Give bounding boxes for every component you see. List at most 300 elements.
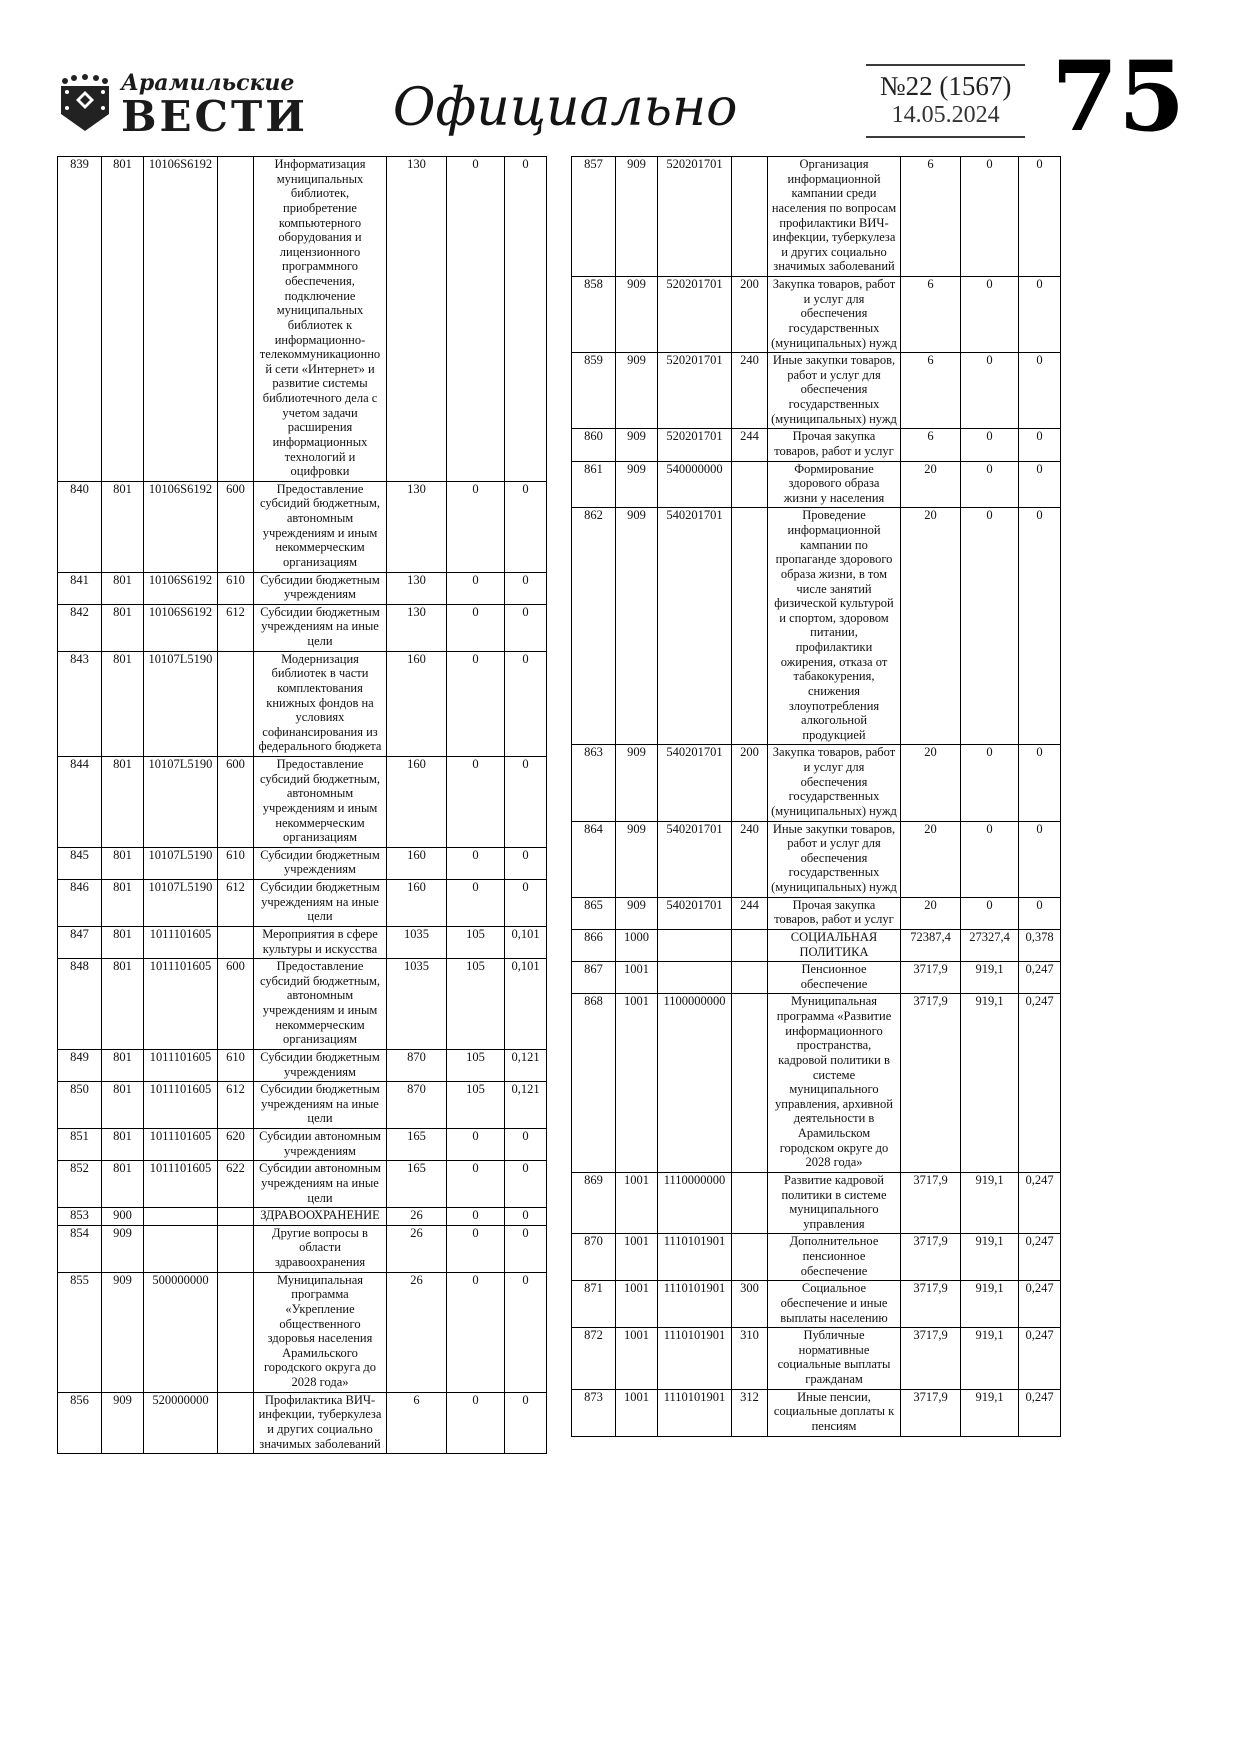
table-cell: 20 — [901, 897, 961, 929]
table-cell: 870 — [387, 1082, 447, 1129]
table-cell: Иные закупки товаров, работ и услуг для обеспечения государственных (муниципальных) нужд — [768, 821, 901, 897]
table-cell: 801 — [102, 572, 144, 604]
table-cell: 0 — [447, 1392, 505, 1454]
table-cell: 848 — [58, 959, 102, 1050]
table-cell: 0,247 — [1019, 1172, 1061, 1234]
table-cell: 0 — [505, 1208, 547, 1226]
table-row — [58, 651, 547, 756]
table-cell: 600 — [218, 959, 254, 1050]
table-cell: 0,101 — [505, 959, 547, 1050]
table-cell: 10106S6192 — [144, 157, 218, 482]
table-cell: 844 — [58, 757, 102, 848]
table-cell: 0 — [505, 1225, 547, 1272]
table-cell: 909 — [616, 461, 658, 508]
table-cell: 0 — [1019, 461, 1061, 508]
table-cell: 909 — [616, 897, 658, 929]
table-cell: Другие вопросы в области здравоохранения — [254, 1225, 387, 1272]
table-cell: 0 — [447, 157, 505, 482]
table-row — [58, 847, 547, 879]
table-cell: 600 — [218, 757, 254, 848]
table-cell: 863 — [572, 745, 616, 821]
table-cell: 312 — [732, 1389, 768, 1436]
table-cell: 10106S6192 — [144, 481, 218, 572]
table-cell — [218, 1392, 254, 1454]
table-cell: 0,247 — [1019, 1234, 1061, 1281]
table-cell: 1011101605 — [144, 1082, 218, 1129]
table-cell: 3717,9 — [901, 994, 961, 1173]
table-cell: 10107L5190 — [144, 651, 218, 756]
table-cell: Предоставление субсидий бюджетным, автономным учреждениям и иным некоммерческим организациям — [254, 481, 387, 572]
table-cell: 6 — [901, 429, 961, 461]
table-cell: 0 — [505, 651, 547, 756]
table-cell: 843 — [58, 651, 102, 756]
table-cell: 612 — [218, 880, 254, 927]
table-row — [572, 1172, 1061, 1234]
table-cell: Информатизация муниципальных библиотек, приобретение компьютерного оборудования и лицензионного программного обеспечения, подключение муниципальных библиотек к информационно-телекоммуникационной сети «Интернет» и развитие системы библиотечного дела с учетом задачи расширения информационных технологий и оцифровки — [254, 157, 387, 482]
section-title: Официально — [392, 78, 738, 138]
table-cell: 10106S6192 — [144, 572, 218, 604]
table-cell: 130 — [387, 604, 447, 651]
table-cell: 130 — [387, 157, 447, 482]
table-cell: 1001 — [616, 994, 658, 1173]
table-cell: 612 — [218, 604, 254, 651]
table-row — [572, 277, 1061, 353]
table-cell: 852 — [58, 1161, 102, 1208]
table-cell: Прочая закупка товаров, работ и услуг — [768, 429, 901, 461]
table-cell: 244 — [732, 897, 768, 929]
table-row — [58, 1082, 547, 1129]
table-cell: 0 — [1019, 353, 1061, 429]
table-cell: 0 — [505, 604, 547, 651]
table-cell: 612 — [218, 1082, 254, 1129]
vesti-emblem-icon — [57, 73, 113, 138]
table-cell: 860 — [572, 429, 616, 461]
table-columns — [57, 156, 1185, 1454]
table-cell: 0,121 — [505, 1049, 547, 1081]
table-cell: 858 — [572, 277, 616, 353]
table-cell: 909 — [102, 1392, 144, 1454]
table-cell: 1011101605 — [144, 926, 218, 958]
table-row — [572, 897, 1061, 929]
table-cell: 540201701 — [658, 508, 732, 745]
table-cell: 855 — [58, 1272, 102, 1392]
table-cell: 859 — [572, 353, 616, 429]
table-cell: 909 — [616, 821, 658, 897]
table-cell: 861 — [572, 461, 616, 508]
table-cell: Развитие кадровой политики в системе муниципального управления — [768, 1172, 901, 1234]
table-cell: 105 — [447, 959, 505, 1050]
table-cell: Модернизация библиотек в части комплектования книжных фондов на условиях софинансирования из федерального бюджета — [254, 651, 387, 756]
issue-number: №22 (1567) — [879, 71, 1012, 102]
table-cell: 0 — [1019, 745, 1061, 821]
table-cell: 300 — [732, 1281, 768, 1328]
table-cell: 867 — [572, 962, 616, 994]
table-cell: 6 — [901, 277, 961, 353]
table-cell: 849 — [58, 1049, 102, 1081]
table-cell: 1100000000 — [658, 994, 732, 1173]
table-cell: СОЦИАЛЬНАЯ ПОЛИТИКА — [768, 929, 901, 961]
table-cell: Проведение информационной кампании по пропаганде здорового образа жизни, в том числе занятий физической культурой и спортом, здоровом питании, профилактики ожирения, отказа от табакокурения, снижения злоупотребления алкогольной продукцией — [768, 508, 901, 745]
table-cell: 856 — [58, 1392, 102, 1454]
table-cell: Иные закупки товаров, работ и услуг для обеспечения государственных (муниципальных) нужд — [768, 353, 901, 429]
table-cell: 0 — [505, 847, 547, 879]
table-cell: 865 — [572, 897, 616, 929]
table-cell: 868 — [572, 994, 616, 1173]
table-cell: 1001 — [616, 1234, 658, 1281]
table-cell: 1000 — [616, 929, 658, 961]
table-cell: Субсидии автономным учреждениям — [254, 1129, 387, 1161]
table-cell: Публичные нормативные социальные выплаты гражданам — [768, 1328, 901, 1390]
table-cell: 862 — [572, 508, 616, 745]
table-cell: 0 — [505, 481, 547, 572]
table-cell: 0 — [505, 1272, 547, 1392]
table-cell: 0 — [447, 1129, 505, 1161]
table-cell: 870 — [572, 1234, 616, 1281]
table-cell — [144, 1208, 218, 1226]
table-row — [572, 821, 1061, 897]
table-cell: 845 — [58, 847, 102, 879]
table-cell: 240 — [732, 353, 768, 429]
table-cell: 864 — [572, 821, 616, 897]
table-cell: 0 — [961, 745, 1019, 821]
table-cell: 0 — [505, 572, 547, 604]
table-cell: 244 — [732, 429, 768, 461]
table-cell: 909 — [616, 157, 658, 277]
table-cell: 0 — [447, 572, 505, 604]
table-cell: 610 — [218, 847, 254, 879]
table-cell: 839 — [58, 157, 102, 482]
table-cell: 0 — [961, 157, 1019, 277]
issue-block — [866, 64, 1026, 138]
budget-table-right — [571, 156, 1061, 1437]
issue-date: 14.05.2024 — [891, 102, 1000, 129]
table-cell: 0 — [1019, 429, 1061, 461]
table-cell: 1110101901 — [658, 1389, 732, 1436]
table-cell: 854 — [58, 1225, 102, 1272]
table-cell: 851 — [58, 1129, 102, 1161]
table-cell: 0,247 — [1019, 1328, 1061, 1390]
table-cell: 6 — [387, 1392, 447, 1454]
table-cell: 0,101 — [505, 926, 547, 958]
table-cell: Закупка товаров, работ и услуг для обеспечения государственных (муниципальных) нужд — [768, 277, 901, 353]
table-cell: Муниципальная программа «Развитие информационного пространства, кадровой политики в системе муниципального управления, архивной деятельности в Арамильском городском округе до 2028 года» — [768, 994, 901, 1173]
table-cell: Субсидии бюджетным учреждениям — [254, 572, 387, 604]
table-cell: 0 — [447, 604, 505, 651]
table-cell: 0 — [447, 651, 505, 756]
table-cell: 160 — [387, 847, 447, 879]
page-number: 75 — [1051, 40, 1185, 154]
table-cell: 870 — [387, 1049, 447, 1081]
table-cell: 1001 — [616, 1172, 658, 1234]
table-row — [572, 962, 1061, 994]
table-cell: 240 — [732, 821, 768, 897]
table-cell: 1001 — [616, 1389, 658, 1436]
table-cell: 72387,4 — [901, 929, 961, 961]
table-cell: 909 — [102, 1225, 144, 1272]
table-cell: 130 — [387, 481, 447, 572]
masthead — [57, 40, 1185, 154]
table-cell — [218, 651, 254, 756]
table-cell — [732, 461, 768, 508]
table-cell: 801 — [102, 1049, 144, 1081]
table-cell: 1110101901 — [658, 1234, 732, 1281]
table-cell: 540201701 — [658, 745, 732, 821]
table-cell: 160 — [387, 880, 447, 927]
table-cell: 847 — [58, 926, 102, 958]
table-cell — [732, 508, 768, 745]
table-cell: 1035 — [387, 959, 447, 1050]
table-cell: 520201701 — [658, 157, 732, 277]
table-cell — [218, 1225, 254, 1272]
table-row — [58, 1392, 547, 1454]
table-row — [58, 481, 547, 572]
table-row — [58, 572, 547, 604]
table-cell: 0 — [961, 508, 1019, 745]
table-row — [572, 429, 1061, 461]
table-cell: 10107L5190 — [144, 757, 218, 848]
table-cell: 857 — [572, 157, 616, 277]
table-cell: 3717,9 — [901, 1328, 961, 1390]
table-cell — [732, 962, 768, 994]
table-cell: Социальное обеспечение и иные выплаты населению — [768, 1281, 901, 1328]
table-cell: 873 — [572, 1389, 616, 1436]
table-cell — [732, 994, 768, 1173]
table-cell: Субсидии бюджетным учреждениям на иные цели — [254, 1082, 387, 1129]
table-cell: 0 — [961, 429, 1019, 461]
table-cell: 10107L5190 — [144, 880, 218, 927]
table-cell: Субсидии бюджетным учреждениям — [254, 847, 387, 879]
table-cell: 0,247 — [1019, 994, 1061, 1173]
table-cell: 130 — [387, 572, 447, 604]
table-cell — [732, 157, 768, 277]
table-cell: 0 — [505, 1161, 547, 1208]
table-cell: 105 — [447, 926, 505, 958]
table-cell: 3717,9 — [901, 1389, 961, 1436]
table-cell: 27327,4 — [961, 929, 1019, 961]
brand-name-bottom: ВЕСТИ — [121, 92, 308, 141]
table-cell: Предоставление субсидий бюджетным, автономным учреждениям и иным некоммерческим организациям — [254, 757, 387, 848]
table-cell: 3717,9 — [901, 1172, 961, 1234]
table-cell: 801 — [102, 926, 144, 958]
table-cell: Муниципальная программа «Укрепление общественного здоровья населения Арамильского городского округа до 2028 года» — [254, 1272, 387, 1392]
table-cell: 801 — [102, 157, 144, 482]
table-cell: 1110101901 — [658, 1328, 732, 1390]
table-cell: Профилактика ВИЧ-инфекции, туберкулеза и других социально значимых заболеваний — [254, 1392, 387, 1454]
table-row — [58, 1208, 547, 1226]
table-cell: 540201701 — [658, 821, 732, 897]
table-cell: 0 — [961, 277, 1019, 353]
table-row — [58, 959, 547, 1050]
table-row — [58, 757, 547, 848]
brand-text — [121, 70, 308, 141]
table-cell: 10106S6192 — [144, 604, 218, 651]
table-cell: Формирование здорового образа жизни у населения — [768, 461, 901, 508]
table-cell: 866 — [572, 929, 616, 961]
table-row — [58, 1161, 547, 1208]
table-cell: 0 — [961, 897, 1019, 929]
table-cell: 1035 — [387, 926, 447, 958]
table-row — [572, 1389, 1061, 1436]
table-row — [58, 1272, 547, 1392]
table-cell: 1011101605 — [144, 1161, 218, 1208]
table-cell: 801 — [102, 604, 144, 651]
table-cell: 846 — [58, 880, 102, 927]
table-cell: 801 — [102, 757, 144, 848]
table-cell: 6 — [901, 157, 961, 277]
table-cell — [218, 1208, 254, 1226]
table-cell: 0 — [447, 1208, 505, 1226]
table-cell: Организация информационной кампании среди населения по вопросам профилактики ВИЧ-инфекции, туберкулеза и других социально значимых заболеваний — [768, 157, 901, 277]
table-cell: 20 — [901, 745, 961, 821]
table-cell: 20 — [901, 821, 961, 897]
table-cell: Субсидии бюджетным учреждениям — [254, 1049, 387, 1081]
table-cell: 872 — [572, 1328, 616, 1390]
table-cell: 600 — [218, 481, 254, 572]
table-cell: 0 — [505, 880, 547, 927]
table-cell: 20 — [901, 461, 961, 508]
table-cell: 0 — [447, 1272, 505, 1392]
table-cell: 801 — [102, 1129, 144, 1161]
table-cell: 3717,9 — [901, 1234, 961, 1281]
table-row — [58, 604, 547, 651]
table-row — [572, 353, 1061, 429]
table-cell: 0,121 — [505, 1082, 547, 1129]
table-cell: 160 — [387, 757, 447, 848]
table-row — [572, 508, 1061, 745]
table-row — [58, 1225, 547, 1272]
table-cell: 840 — [58, 481, 102, 572]
table-cell: 0 — [961, 461, 1019, 508]
table-cell: 0 — [1019, 821, 1061, 897]
table-cell: 0 — [447, 481, 505, 572]
table-cell: 0 — [505, 1392, 547, 1454]
table-cell: 165 — [387, 1129, 447, 1161]
table-row — [58, 880, 547, 927]
table-cell: 500000000 — [144, 1272, 218, 1392]
table-cell: 1011101605 — [144, 1049, 218, 1081]
table-cell — [732, 1234, 768, 1281]
table-row — [572, 1234, 1061, 1281]
table-cell: 105 — [447, 1082, 505, 1129]
table-cell — [732, 929, 768, 961]
table-cell: 909 — [616, 353, 658, 429]
table-cell: 909 — [616, 429, 658, 461]
table-cell: 0 — [961, 353, 1019, 429]
table-cell: 26 — [387, 1208, 447, 1226]
table-cell: 842 — [58, 604, 102, 651]
table-row — [58, 157, 547, 482]
table-cell — [144, 1225, 218, 1272]
table-cell: 3717,9 — [901, 962, 961, 994]
table-cell: 919,1 — [961, 1281, 1019, 1328]
brand-name-top: Арамильские — [121, 70, 295, 96]
table-row — [572, 1328, 1061, 1390]
table-cell: 0,247 — [1019, 1281, 1061, 1328]
table-cell: 801 — [102, 847, 144, 879]
table-cell: 841 — [58, 572, 102, 604]
table-cell: 853 — [58, 1208, 102, 1226]
table-cell: Субсидии бюджетным учреждениям на иные цели — [254, 604, 387, 651]
table-cell: 801 — [102, 959, 144, 1050]
table-cell: 0,378 — [1019, 929, 1061, 961]
table-cell: 520201701 — [658, 277, 732, 353]
table-cell: 610 — [218, 572, 254, 604]
table-row — [572, 745, 1061, 821]
table-cell — [218, 157, 254, 482]
table-cell: ЗДРАВООХРАНЕНИЕ — [254, 1208, 387, 1226]
newspaper-brand — [57, 70, 308, 141]
table-cell: 1001 — [616, 1328, 658, 1390]
table-cell: 26 — [387, 1272, 447, 1392]
table-cell: 0 — [505, 1129, 547, 1161]
table-row — [572, 461, 1061, 508]
table-cell: 0 — [1019, 897, 1061, 929]
table-cell: 165 — [387, 1161, 447, 1208]
table-cell: 540000000 — [658, 461, 732, 508]
table-cell: 20 — [901, 508, 961, 745]
table-cell — [218, 1272, 254, 1392]
table-cell: 6 — [901, 353, 961, 429]
table-cell: 520201701 — [658, 429, 732, 461]
table-cell: 0,247 — [1019, 962, 1061, 994]
table-cell: 200 — [732, 277, 768, 353]
table-cell: 909 — [616, 277, 658, 353]
table-row — [58, 1049, 547, 1081]
table-cell — [658, 929, 732, 961]
table-cell: 801 — [102, 651, 144, 756]
table-cell: 310 — [732, 1328, 768, 1390]
table-cell — [732, 1172, 768, 1234]
table-cell: 105 — [447, 1049, 505, 1081]
table-cell: 801 — [102, 1161, 144, 1208]
table-cell: Субсидии автономным учреждениям на иные цели — [254, 1161, 387, 1208]
table-cell: 622 — [218, 1161, 254, 1208]
table-cell: Предоставление субсидий бюджетным, автономным учреждениям и иным некоммерческим организациям — [254, 959, 387, 1050]
budget-table-left — [57, 156, 547, 1454]
table-cell: Прочая закупка товаров, работ и услуг — [768, 897, 901, 929]
table-cell: 1001 — [616, 962, 658, 994]
table-cell: 0 — [447, 1161, 505, 1208]
table-cell: 0,247 — [1019, 1389, 1061, 1436]
table-row — [572, 929, 1061, 961]
table-cell: 801 — [102, 880, 144, 927]
table-cell: 1110000000 — [658, 1172, 732, 1234]
table-cell: 0 — [447, 1225, 505, 1272]
table-cell: 801 — [102, 1082, 144, 1129]
table-cell: 200 — [732, 745, 768, 821]
table-cell: 919,1 — [961, 1234, 1019, 1281]
table-cell: 1011101605 — [144, 959, 218, 1050]
table-cell: 0 — [961, 821, 1019, 897]
table-cell: 1110101901 — [658, 1281, 732, 1328]
table-cell: 919,1 — [961, 1172, 1019, 1234]
table-cell: 0 — [447, 757, 505, 848]
table-row — [58, 926, 547, 958]
table-cell: 0 — [505, 757, 547, 848]
table-cell: 540201701 — [658, 897, 732, 929]
table-cell: 1001 — [616, 1281, 658, 1328]
table-cell: Закупка товаров, работ и услуг для обеспечения государственных (муниципальных) нужд — [768, 745, 901, 821]
table-cell: 10107L5190 — [144, 847, 218, 879]
table-cell: 869 — [572, 1172, 616, 1234]
table-cell: 26 — [387, 1225, 447, 1272]
table-cell: 919,1 — [961, 962, 1019, 994]
table-cell: 850 — [58, 1082, 102, 1129]
table-cell: 0 — [447, 847, 505, 879]
table-cell — [218, 926, 254, 958]
table-cell: 909 — [102, 1272, 144, 1392]
table-cell: 871 — [572, 1281, 616, 1328]
